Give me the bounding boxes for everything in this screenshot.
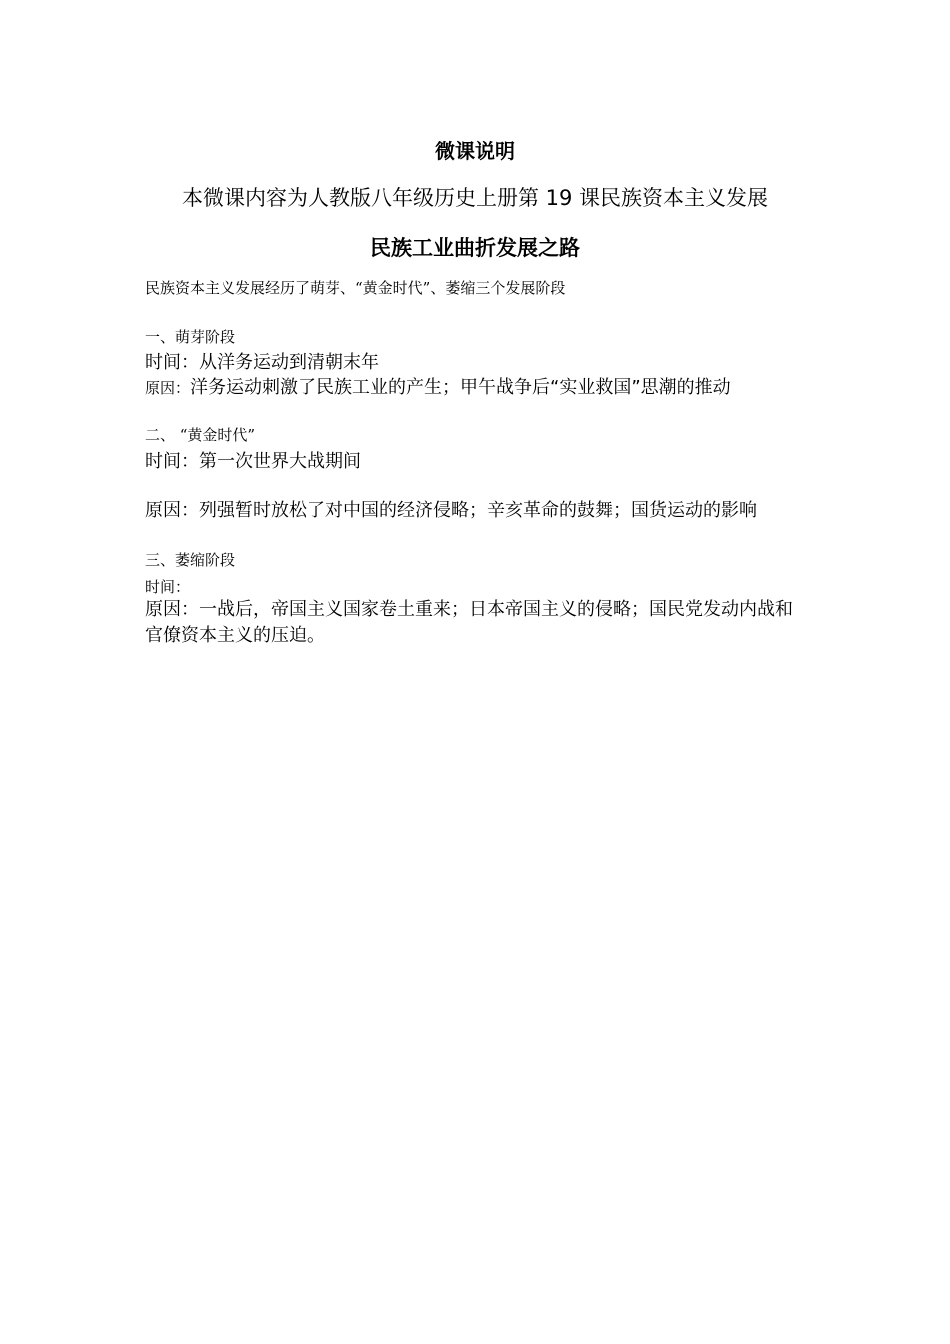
section-3-reason [145, 597, 805, 649]
document-title: 微课说明 [435, 139, 515, 163]
section-1-title: 一、萌芽阶段 [145, 328, 236, 346]
section-3-reason-label: 原因： [145, 599, 199, 620]
section-heading: 民族工业曲折发展之路 [370, 236, 580, 260]
section-2-time-label: 时间： [145, 451, 199, 472]
section-2-reason-value: 列强暂时放松了对中国的经济侵略；辛亥革命的鼓舞；国货运动的影响 [199, 500, 757, 521]
section-1-reason [145, 377, 731, 399]
section-1-reason-value: 洋务运动刺激了民族工业的产生；甲午战争后“实业救国”思潮的推动 [190, 377, 731, 398]
section-3-time [145, 576, 190, 598]
section-3-reason-value: 一战后，帝国主义国家卷土重来；日本帝国主义的侵略；国民党发动内战和官僚资本主义的压迫。 [145, 599, 793, 646]
section-1-time-value: 从洋务运动到清朝末年 [199, 352, 379, 373]
section-3-time-label: 时间： [145, 578, 191, 596]
section-2-reason-label: 原因： [145, 500, 199, 521]
section-1-reason-label: 原因： [145, 379, 191, 397]
intro-text: 民族资本主义发展经历了萌芽、“黄金时代”、萎缩三个发展阶段 [145, 279, 566, 297]
document-subtitle: 本微课内容为人教版八年级历史上册第 19 课民族资本主义发展 [181, 186, 769, 210]
section-1-time [145, 352, 379, 374]
section-3-title: 三、萎缩阶段 [145, 551, 236, 569]
section-2-reason [145, 500, 757, 522]
section-2-time [145, 451, 361, 473]
section-2-title: 二、 “黄金时代” [145, 426, 256, 444]
section-1-time-label: 时间： [145, 352, 199, 373]
section-2-time-value: 第一次世界大战期间 [199, 451, 361, 472]
